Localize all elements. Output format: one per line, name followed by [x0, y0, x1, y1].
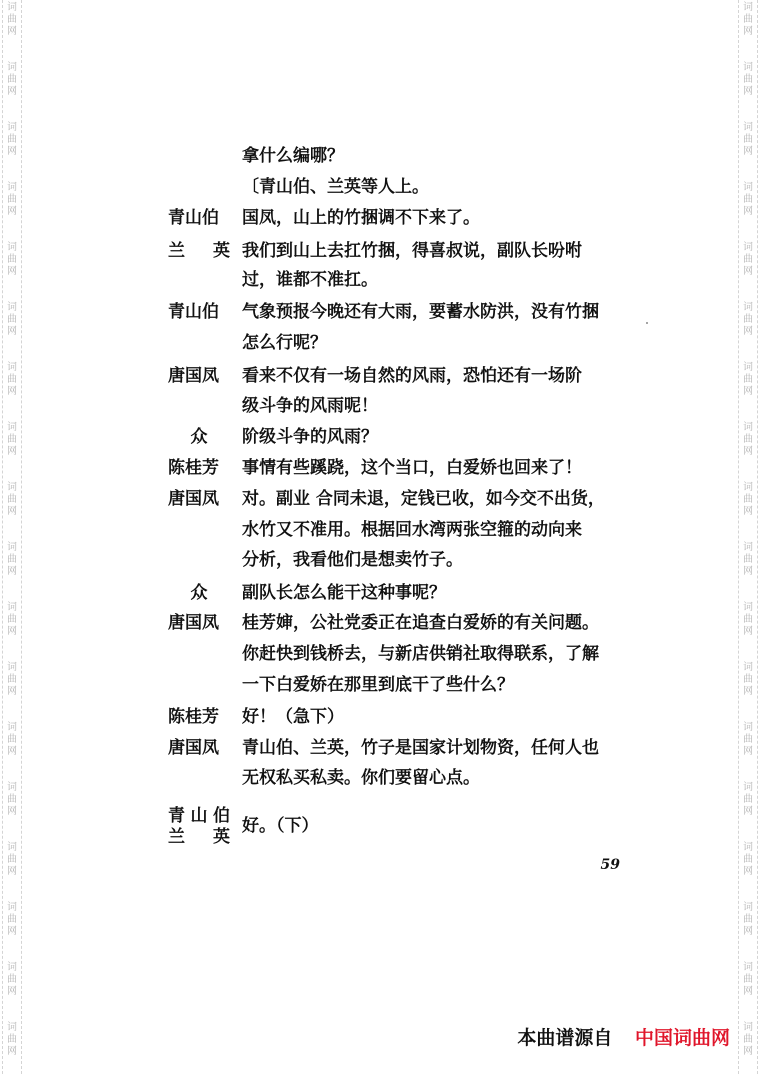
watermark-char: 词	[743, 482, 753, 493]
line-text: 桂芳婶，公社党委正在追查白爱娇的有关问题。	[242, 613, 599, 633]
watermark-char: 曲	[743, 974, 753, 985]
line-text: 气象预报今晚还有大雨，要蓄水防洪，没有竹捆	[242, 302, 599, 322]
source-credit	[517, 1023, 730, 1050]
watermark-char: 词	[7, 722, 17, 733]
watermark-char: 网	[7, 746, 17, 757]
watermark-char: 曲	[7, 74, 17, 85]
watermark-char: 词	[743, 962, 753, 973]
speaker-name: 兰英	[168, 241, 230, 261]
watermark-char: 网	[7, 626, 17, 637]
speaker-name: 唐国凤	[168, 738, 219, 758]
watermark-char: 曲	[743, 374, 753, 385]
watermark-char: 曲	[743, 554, 753, 565]
watermark-char: 网	[7, 986, 17, 997]
watermark-char: 网	[7, 566, 17, 577]
watermark-char: 网	[7, 806, 17, 817]
watermark-char: 曲	[7, 1034, 17, 1045]
watermark-char: 曲	[7, 434, 17, 445]
watermark-char: 词	[7, 662, 17, 673]
script-line	[0, 702, 760, 732]
watermark-char: 词	[7, 842, 17, 853]
line-text: 好！（急下）	[242, 707, 344, 727]
watermark-char: 词	[743, 62, 753, 73]
watermark-char: 曲	[743, 74, 753, 85]
watermark-char: 曲	[7, 194, 17, 205]
watermark-char: 网	[7, 686, 17, 697]
watermark-char: 词	[743, 422, 753, 433]
script-line	[0, 639, 760, 669]
watermark-char: 词	[743, 302, 753, 313]
print-speck	[646, 322, 648, 324]
watermark-char: 网	[743, 146, 753, 157]
watermark-char: 词	[7, 422, 17, 433]
watermark-char: 曲	[743, 614, 753, 625]
page-number: 59	[600, 857, 620, 873]
speaker-name: 众	[190, 427, 208, 447]
script-line	[0, 578, 760, 608]
line-text: 拿什么编哪？	[242, 146, 344, 166]
speaker-name: 唐国凤	[168, 489, 219, 509]
watermark-char: 词	[7, 242, 17, 253]
watermark-char: 词	[743, 122, 753, 133]
watermark-char: 曲	[743, 314, 753, 325]
watermark-char: 网	[743, 626, 753, 637]
watermark-char: 网	[743, 506, 753, 517]
watermark-char: 曲	[743, 14, 753, 25]
watermark-char: 词	[743, 602, 753, 613]
watermark-char: 词	[743, 842, 753, 853]
final-line	[0, 811, 760, 841]
script-line	[0, 391, 760, 421]
script-line	[0, 484, 760, 514]
script-line	[0, 670, 760, 700]
watermark-char: 曲	[7, 14, 17, 25]
watermark-char: 曲	[743, 794, 753, 805]
script-line	[0, 763, 760, 793]
watermark-char: 网	[743, 986, 753, 997]
watermark-char: 曲	[7, 554, 17, 565]
watermark-char: 词	[7, 302, 17, 313]
watermark-char: 曲	[743, 1034, 753, 1045]
watermark-char: 曲	[7, 914, 17, 925]
watermark-char: 网	[743, 446, 753, 457]
watermark-char: 网	[7, 266, 17, 277]
watermark-char: 网	[7, 866, 17, 877]
watermark-char: 网	[7, 446, 17, 457]
watermark-char: 曲	[743, 134, 753, 145]
watermark-char: 网	[7, 1046, 17, 1057]
watermark-char: 网	[7, 26, 17, 37]
script-line	[0, 203, 760, 233]
watermark-char: 网	[743, 1046, 753, 1057]
watermark-char: 曲	[743, 914, 753, 925]
watermark-char: 曲	[743, 854, 753, 865]
line-text: 看来不仅有一场自然的风雨，恐怕还有一场阶	[242, 366, 582, 386]
script-line	[0, 361, 760, 391]
line-text: 分析，我看他们是想卖竹子。	[242, 550, 463, 570]
watermark-char: 网	[7, 926, 17, 937]
watermark-char: 曲	[743, 494, 753, 505]
watermark-char: 网	[743, 26, 753, 37]
watermark-char: 曲	[743, 254, 753, 265]
watermark-char: 网	[7, 146, 17, 157]
speaker-name: 陈桂芳	[168, 707, 219, 727]
line-text: 我们到山上去扛竹捆，得喜叔说，副队长吩咐	[242, 241, 582, 261]
source-label: 本曲谱源自	[517, 1027, 613, 1049]
watermark-char: 词	[743, 902, 753, 913]
watermark-char: 曲	[743, 734, 753, 745]
watermark-char: 词	[743, 2, 753, 13]
watermark-char: 词	[7, 542, 17, 553]
line-text: 事情有些蹊跷，这个当口，白爱娇也回来了！	[242, 458, 582, 478]
watermark-char: 词	[7, 482, 17, 493]
line-text: 青山伯、兰英，竹子是国家计划物资，任何人也	[242, 738, 599, 758]
watermark-char: 词	[7, 2, 17, 13]
watermark-char: 词	[743, 242, 753, 253]
line-text: 水竹又不准用。根据回水湾两张空箍的动向来	[242, 520, 582, 540]
watermark-char: 曲	[7, 254, 17, 265]
script-line	[0, 172, 760, 202]
watermark-char: 词	[7, 902, 17, 913]
speaker-name: 兰英	[168, 827, 230, 847]
watermark-char: 词	[743, 542, 753, 553]
watermark-char: 网	[743, 386, 753, 397]
line-text: 一下白爱娇在那里到底干了些什么？	[242, 675, 514, 695]
watermark-char: 词	[7, 122, 17, 133]
script-line	[0, 328, 760, 358]
watermark-char: 网	[743, 326, 753, 337]
watermark-char: 曲	[7, 134, 17, 145]
speaker-name: 青山伯	[168, 806, 230, 826]
watermark-char: 词	[7, 62, 17, 73]
watermark-char: 词	[7, 182, 17, 193]
watermark-char: 曲	[7, 854, 17, 865]
watermark-char: 网	[743, 686, 753, 697]
line-text: 过，谁都不准扛。	[242, 270, 378, 290]
watermark-char: 网	[743, 206, 753, 217]
watermark-char: 网	[743, 926, 753, 937]
source-site-link[interactable]: 中国词曲网	[634, 1027, 730, 1049]
line-text: 怎么行呢？	[242, 333, 327, 353]
watermark-char: 词	[743, 182, 753, 193]
watermark-char: 网	[7, 326, 17, 337]
line-text: 阶级斗争的风雨？	[242, 427, 378, 447]
script-line	[0, 733, 760, 763]
script-line	[0, 515, 760, 545]
watermark-char: 词	[743, 722, 753, 733]
script-line	[0, 608, 760, 638]
script-line	[0, 141, 760, 171]
line-text: 副队长怎么能干这种事呢？	[242, 583, 446, 603]
watermark-char: 词	[743, 782, 753, 793]
watermark-char: 曲	[7, 794, 17, 805]
speaker-name: 青山伯	[168, 208, 219, 228]
watermark-char: 网	[7, 86, 17, 97]
watermark-char: 网	[743, 566, 753, 577]
watermark-char: 词	[7, 602, 17, 613]
watermark-char: 曲	[7, 494, 17, 505]
speaker-name: 陈桂芳	[168, 458, 219, 478]
script-line	[0, 453, 760, 483]
watermark-char: 词	[7, 1022, 17, 1033]
watermark-char: 词	[7, 962, 17, 973]
script-line	[0, 545, 760, 575]
watermark-char: 曲	[7, 734, 17, 745]
watermark-char: 网	[743, 746, 753, 757]
watermark-char: 曲	[7, 374, 17, 385]
watermark-char: 曲	[7, 974, 17, 985]
script-line	[0, 422, 760, 452]
line-text: 好。（下）	[242, 816, 319, 836]
watermark-char: 曲	[743, 194, 753, 205]
speaker-name: 青山伯	[168, 302, 219, 322]
watermark-char: 词	[7, 782, 17, 793]
watermark-char: 网	[743, 266, 753, 277]
line-text: 无权私买私卖。你们要留心点。	[242, 768, 480, 788]
script-line	[0, 265, 760, 295]
watermark-char: 网	[7, 386, 17, 397]
watermark-char: 网	[743, 866, 753, 877]
speaker-name: 众	[190, 583, 208, 603]
watermark-char: 网	[743, 806, 753, 817]
watermark-char: 网	[743, 86, 753, 97]
line-text: 你赶快到钱桥去，与新店供销社取得联系，了解	[242, 644, 599, 664]
watermark-char: 词	[743, 662, 753, 673]
speaker-name: 唐国凤	[168, 613, 219, 633]
line-text: 对。副业 合同未退，定钱已收，如今交不出货，	[242, 489, 605, 509]
watermark-char: 词	[743, 362, 753, 373]
stage-direction: 〔青山伯、兰英等人上。	[242, 177, 429, 197]
line-text: 级斗争的风雨呢！	[242, 396, 378, 416]
watermark-char: 词	[7, 362, 17, 373]
watermark-char: 曲	[7, 614, 17, 625]
speaker-name: 唐国凤	[168, 366, 219, 386]
watermark-char: 曲	[743, 434, 753, 445]
watermark-char: 曲	[7, 314, 17, 325]
script-line	[0, 236, 760, 266]
watermark-char: 网	[7, 206, 17, 217]
line-text: 国凤，山上的竹捆调不下来了。	[242, 208, 480, 228]
watermark-char: 网	[7, 506, 17, 517]
watermark-char: 曲	[743, 674, 753, 685]
watermark-char: 曲	[7, 674, 17, 685]
watermark-char: 词	[743, 1022, 753, 1033]
